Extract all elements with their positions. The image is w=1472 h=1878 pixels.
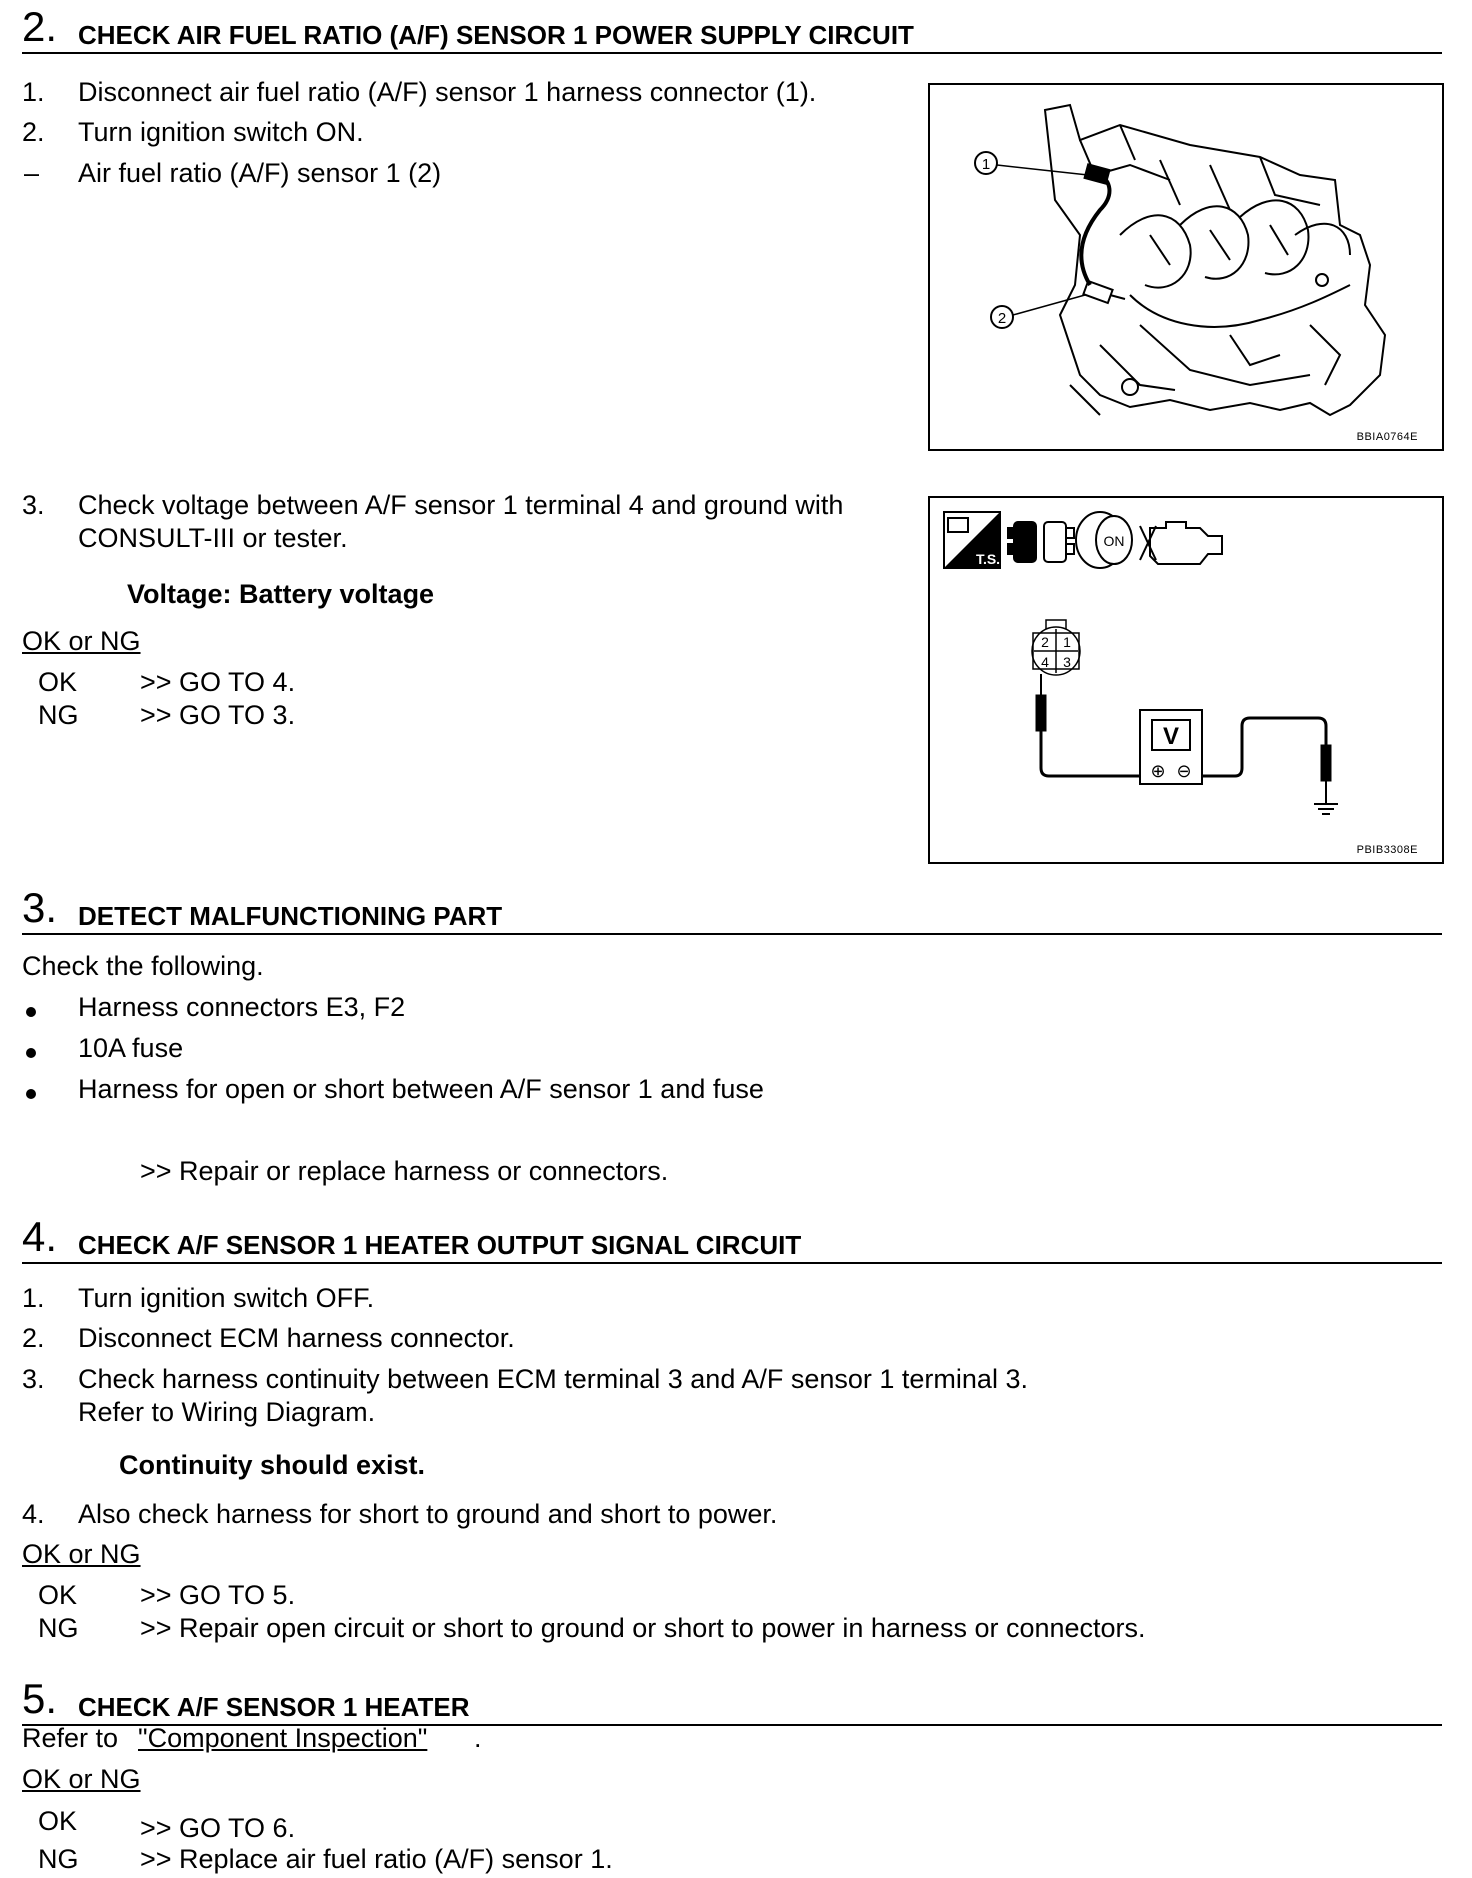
ng-label: NG: [38, 700, 79, 730]
pin-label: 1: [1063, 634, 1071, 650]
step-text: Turn ignition switch OFF.: [78, 1283, 375, 1313]
ok-ng-heading: OK or NG: [22, 626, 141, 656]
pin-label: 3: [1063, 654, 1071, 670]
figure-code: BBIA0764E: [1356, 431, 1418, 443]
figure-code: PBIB3308E: [1356, 844, 1418, 856]
probe-lead-positive: [1037, 674, 1140, 776]
step-marker: 3.: [22, 490, 45, 520]
ok-label: OK: [38, 1806, 78, 1836]
probe-lead-ground: [1202, 718, 1338, 814]
engine-illustration: [930, 85, 1442, 449]
component-inspection-link[interactable]: "Component Inspection": [138, 1723, 428, 1753]
step-text: Disconnect air fuel ratio (A/F) sensor 1 harness connector (1).: [78, 77, 817, 107]
section-header-5: [22, 1675, 1442, 1726]
step-text-cont: Refer to Wiring Diagram.: [78, 1397, 376, 1427]
ignition-on-icon: [1076, 512, 1132, 568]
section-number: 5.: [22, 1675, 58, 1722]
step-marker: 3.: [22, 1364, 45, 1394]
plus-terminal: ⊕: [1150, 761, 1166, 781]
intro-text: Check the following.: [22, 951, 264, 981]
check-item: Harness connectors E3, F2: [78, 992, 406, 1022]
ng-label: NG: [38, 1613, 79, 1643]
figure-sensor-location: [928, 83, 1444, 451]
pin-label: 4: [1041, 654, 1049, 670]
section-title: DETECT MALFUNCTIONING PART: [78, 901, 503, 931]
section-title: CHECK AIR FUEL RATIO (A/F) SENSOR 1 POWER SUPPLY CIRCUIT: [78, 20, 914, 50]
minus-terminal: ⊖: [1176, 761, 1192, 781]
engine-off-icon: [1140, 522, 1222, 564]
section-title: CHECK A/F SENSOR 1 HEATER OUTPUT SIGNAL CIRCUIT: [78, 1230, 802, 1260]
section-header-4: [22, 1213, 1442, 1264]
bullet-icon: [26, 1007, 36, 1017]
refer-prefix: Refer to: [22, 1723, 119, 1753]
ng-label: NG: [38, 1844, 79, 1874]
spec-value: Voltage: Battery voltage: [127, 579, 435, 609]
ok-action: >> GO TO 6.: [140, 1813, 296, 1843]
step-marker: 1.: [22, 77, 45, 107]
ok-action: >> GO TO 5.: [140, 1580, 296, 1610]
section-number: 3.: [22, 884, 58, 931]
section-number: 2.: [22, 3, 58, 50]
step-marker: 4.: [22, 1499, 45, 1529]
pin-label: 2: [1041, 634, 1049, 650]
sensor-connector-face: [1032, 620, 1080, 675]
step-text: Check harness continuity between ECM terminal 3 and A/F sensor 1 terminal 3.: [78, 1364, 1028, 1394]
section-header-3: [22, 884, 1442, 935]
connector-disconnect-icon: [1008, 522, 1074, 562]
voltage-check-diagram: [930, 498, 1442, 862]
bullet-icon: [26, 1048, 36, 1058]
voltmeter-label: V: [1162, 723, 1180, 750]
step-marker: 1.: [22, 1283, 45, 1313]
check-item: Harness for open or short between A/F sensor 1 and fuse: [78, 1074, 764, 1104]
ok-label: OK: [38, 1580, 78, 1610]
section-header-2: [22, 3, 1442, 54]
ok-label: OK: [38, 667, 78, 697]
step-text-cont: CONSULT-III or tester.: [78, 523, 348, 553]
ts-label: T.S.: [975, 551, 1001, 567]
ng-action: >> Replace air fuel ratio (A/F) sensor 1.: [140, 1844, 613, 1874]
step-marker: 2.: [22, 117, 45, 147]
step-text: Disconnect ECM harness connector.: [78, 1323, 515, 1353]
ng-action: >> GO TO 3.: [140, 700, 296, 730]
figure-voltage-check: [928, 496, 1444, 864]
ok-action: >> GO TO 4.: [140, 667, 296, 697]
callout-1-label: 1: [981, 156, 991, 173]
ok-ng-heading: OK or NG: [22, 1539, 141, 1569]
action-text: >> Repair or replace harness or connectors.: [140, 1156, 669, 1186]
step-marker: 2.: [22, 1323, 45, 1353]
spec-value: Continuity should exist.: [119, 1450, 426, 1480]
ng-action: >> Repair open circuit or short to ground or short to power in harness or connectors.: [140, 1613, 1146, 1643]
on-label: ON: [1103, 533, 1125, 549]
refer-suffix: .: [474, 1723, 482, 1753]
step-text: Air fuel ratio (A/F) sensor 1 (2): [78, 158, 442, 188]
check-item: 10A fuse: [78, 1033, 184, 1063]
step-marker: –: [24, 158, 40, 188]
step-text: Check voltage between A/F sensor 1 terminal 4 and ground with: [78, 490, 844, 520]
section-title: CHECK A/F SENSOR 1 HEATER: [78, 1692, 470, 1722]
ok-ng-heading: OK or NG: [22, 1764, 141, 1794]
section-number: 4.: [22, 1213, 58, 1260]
callout-2-label: 2: [997, 310, 1007, 327]
step-text: Also check harness for short to ground and short to power.: [78, 1499, 778, 1529]
bullet-icon: [26, 1089, 36, 1099]
ts-icon: [944, 512, 1000, 568]
step-text: Turn ignition switch ON.: [78, 117, 364, 147]
